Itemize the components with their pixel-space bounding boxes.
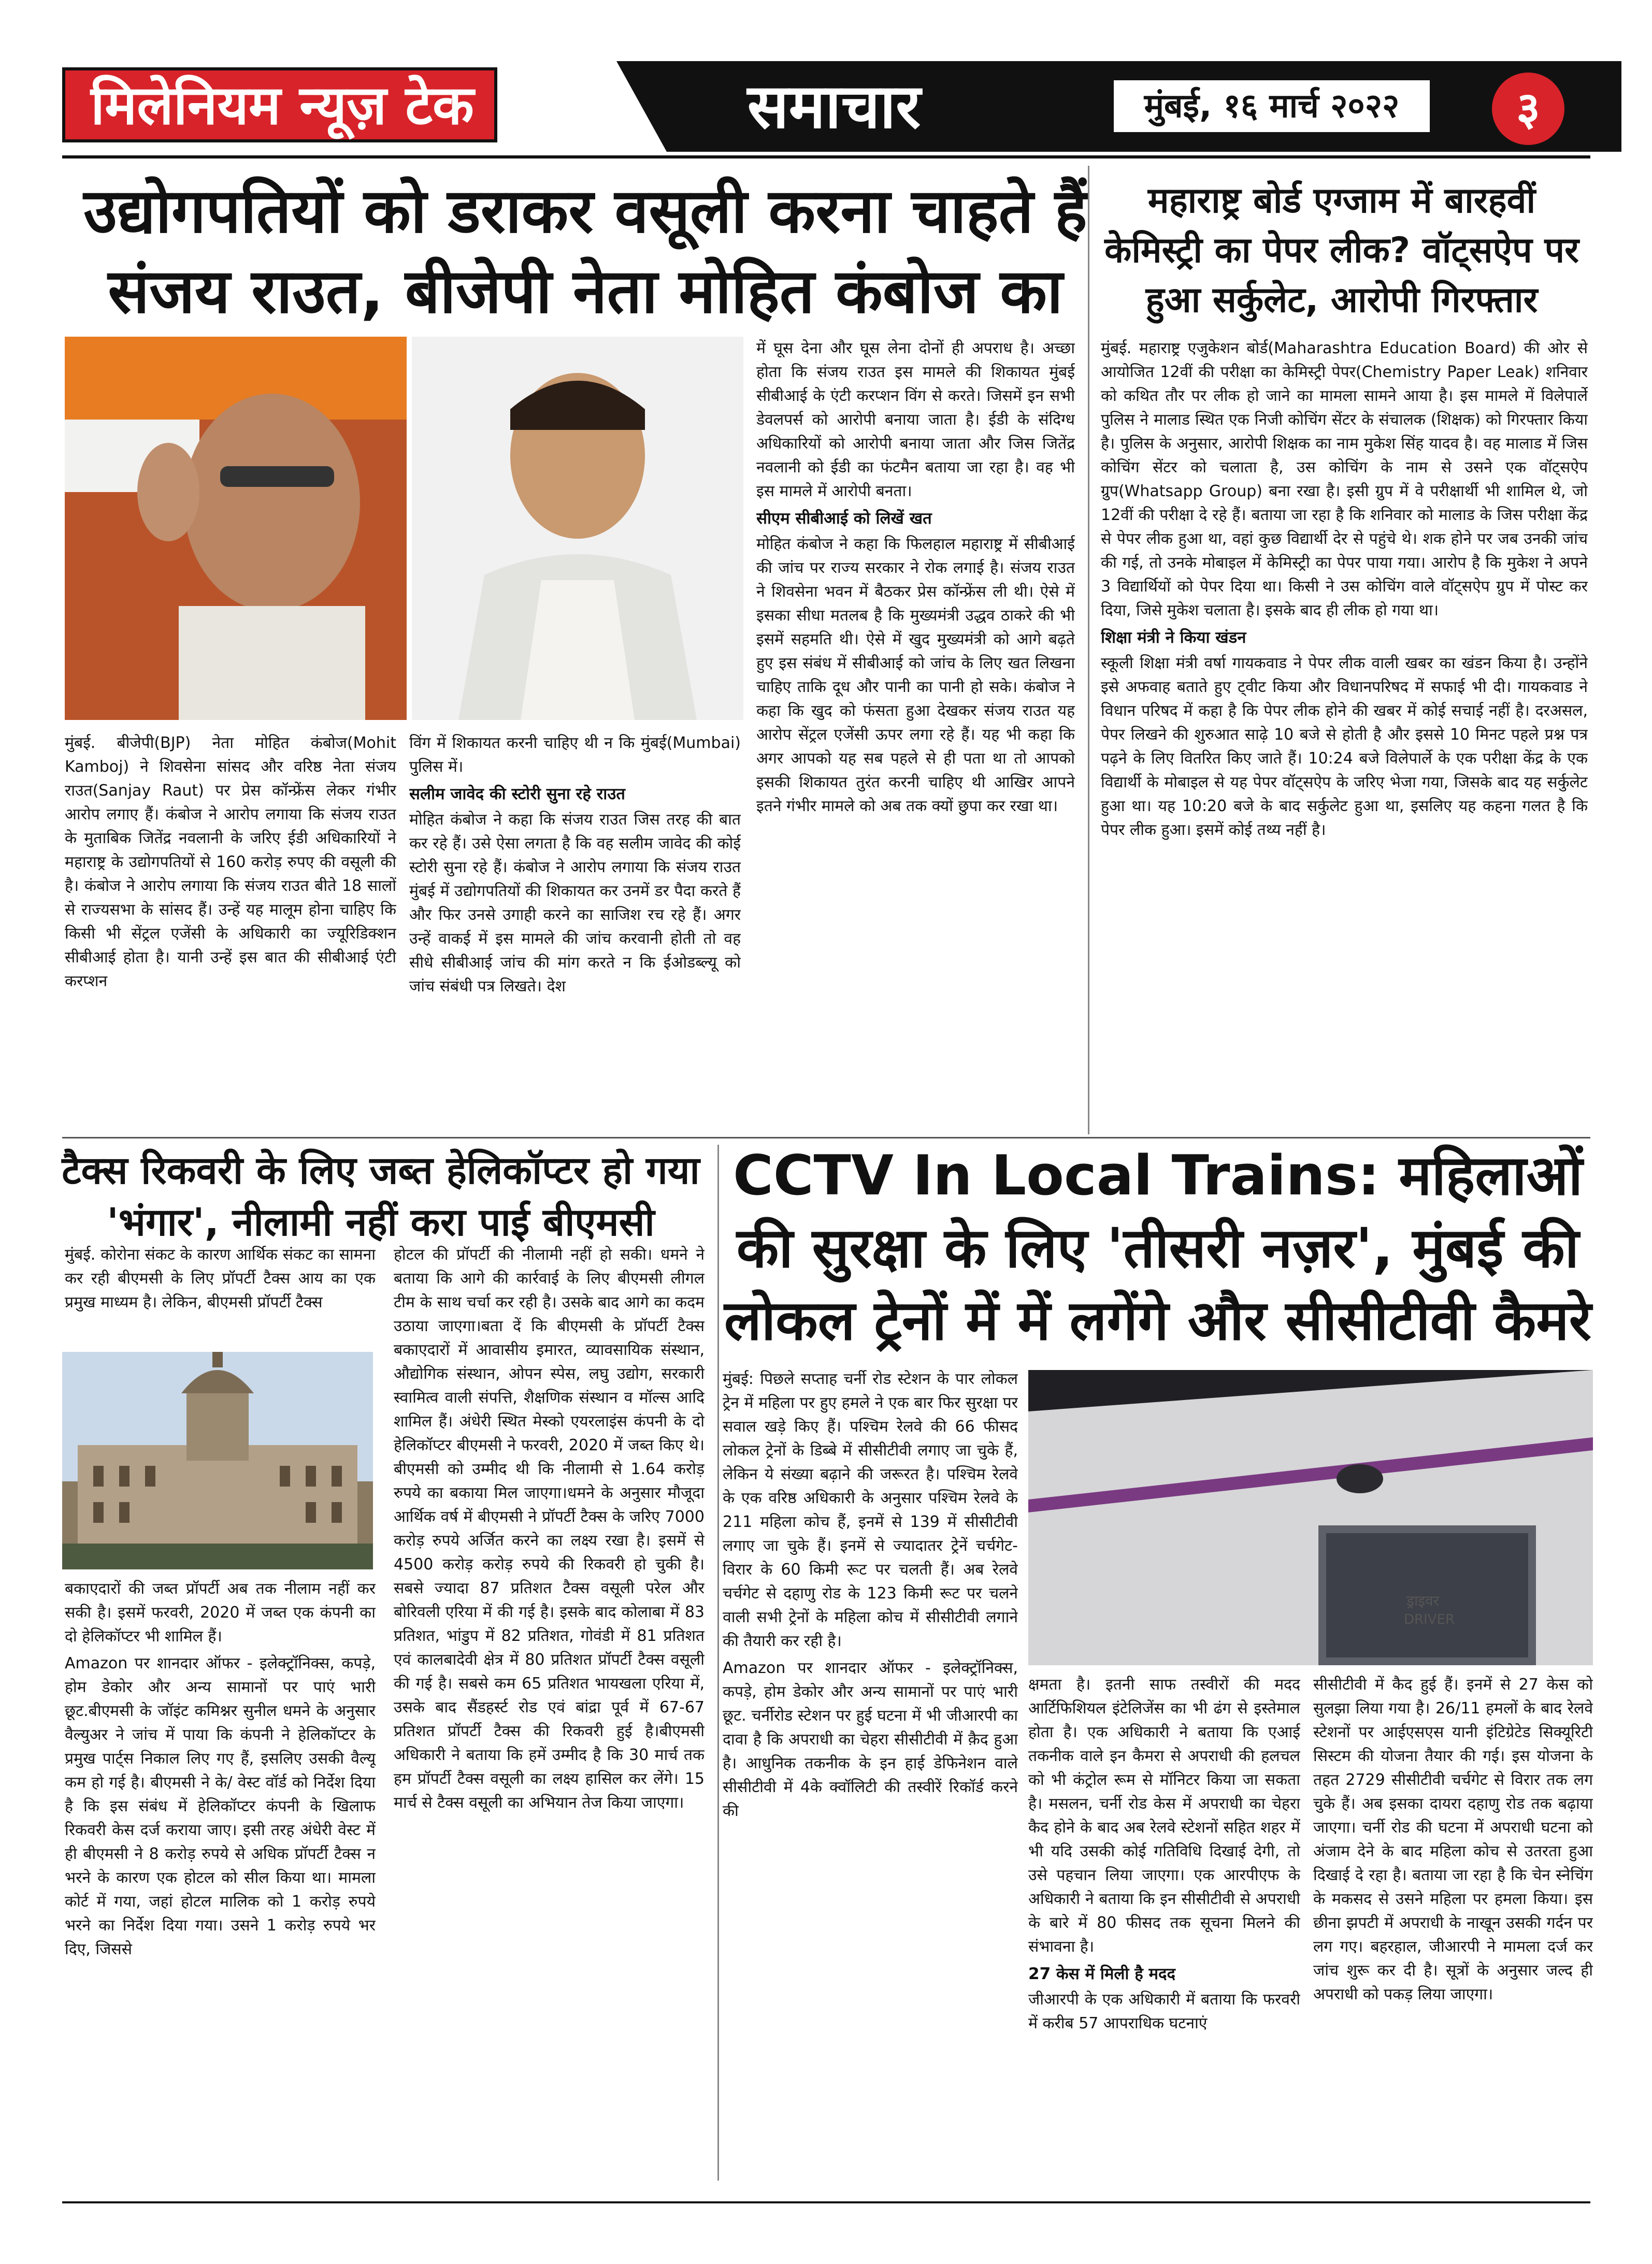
story3-paragraph: बकाएदारों की जब्त प्रॉपर्टी अब तक नीलाम नहीं कर सकी है। इसमें फरवरी, 2020 में जब्त एक कंपनी का दो हेलिकॉप्टर भी शामिल हैं। (65, 1580, 376, 1646)
story3-paragraph: मुंबई. कोरोना संकट के कारण आर्थिक संकट का सामना कर रही बीएमसी के लिए प्रॉपर्टी टैक्स आय का एक प्रमुख माध्यम है। लेकिन, बीएमसी प्रॉपर्टी टैक्स (65, 1246, 376, 1311)
story1-paragraph: मोहित कंबोज ने कहा कि संजय राउत जिस तरह की बात कर रहे हैं। उसे ऐसा लगता है कि वह सलीम जावेद की कोई स्टोरी सुना रहे हैं। कंबोज ने आरोप लगाया कि संजय राउत मुंबई में उद्योगपतियों की शिकायत कर उनमें डर पैदा करते हैं और फिर उनसे उगाही करने का साजिश रच रहे हैं। अगर उन्हें वाकई में इस मामले की जांच करवानी होती तो वह सीधे सीबीआई जांच की मांग करते न कि ईओडब्ल्यू को जांच संबंधी पत्र लिखते। देश (409, 811, 741, 996)
story3-paragraph: होटल की प्रॉपर्टी की नीलामी नहीं हो सकी। धमने ने बताया कि आगे की कार्रवाई के लिए बीएमसी लीगल टीम के साथ चर्चा कर रही है। उसके बाद आगे का कदम उठाया जाएगा।बता दें कि बीएमसी के प्रॉपर्टी टैक्स बकाएदारों में आवासीय इमारत, व्यावसायिक संस्थान, औद्योगिक संस्थान, ओपन स्पेस, लघु उद्योग, सरकारी स्वामित्व वाली संपत्ति, शैक्षणिक संस्थान व मॉल्स आदि शामिल हैं। अंधेरी स्थित मेस्को एयरलाइंस कंपनी के दो हेलिकॉप्टर बीएमसी ने फरवरी, 2020 में जब्त किए थे। बीएमसी को उम्मीद थी कि नीलामी से 1.64 करोड़ रुपये का बकाया मिल जाएगा।धमने के अनुसार मौजूदा आर्थिक वर्ष में बीएमसी ने प्रॉपर्टी टैक्स के जरिए 7000 करोड़ रुपये अर्जित करने का लक्ष्य रखा है। इसमें से 4500 करोड़ करोड़ रुपये की रिकवरी हो चुकी है। सबसे ज्यादा 87 प्रतिशत टैक्स वसूली परेल और बोरिवली एरिया में की गई है। इसके बाद कोलाबा में 83 प्रतिशत, भांडुप में 82 प्रतिशत, गोवंडी में 81 प्रतिशत एवं कालबादेवी क्षेत्र में 80 प्रतिशत प्रॉपर्टी टैक्स वसूली की गई है। सबसे कम 65 प्रतिशत भायखला एरिया में, उसके बाद सैंडहर्स्ट रोड एवं बांद्रा पूर्व में 67-67 प्रतिशत प्रॉपर्टी टैक्स की रिकवरी हुई है।बीएमसी अधिकारी ने बताया कि हमें उम्मीद है कि 30 मार्च तक हम प्रॉपर्टी टैक्स वसूली का लक्ष्य हासिल कर लेंगे। 15 मार्च से टैक्स वसूली का अभियान तेज किया जाएगा। (394, 1246, 705, 1812)
story1-paragraph: विंग में शिकायत करनी चाहिए थी न कि मुंबई(Mumbai) पुलिस में। (409, 734, 741, 776)
story1-column-2 (409, 731, 741, 1135)
newspaper-name: मिलेनियम न्यूज़ टेक (91, 74, 474, 137)
story4-subheading: 27 केस में मिली है मदद (1028, 1965, 1175, 1983)
story1-subheading: सीएम सीबीआई को लिखें खत (756, 509, 932, 528)
page-number: ३ (1492, 73, 1564, 145)
column-divider (717, 1145, 719, 2181)
story3-column-2 (394, 1243, 705, 2178)
edition-date: मुंबई, १६ मार्च २०२२ (1111, 78, 1432, 135)
story1-column-3 (756, 337, 1075, 1134)
column-divider (1088, 166, 1089, 1134)
story1-column-1 (65, 731, 396, 1135)
story2-paragraph: मुंबई. महाराष्ट्र एजुकेशन बोर्ड(Maharashtra Education Board) की ओर से आयोजित 12वीं की परीक्षा का केमिस्ट्री पेपर(Chemistry Paper Leak) शनिवार को कथित तौर पर लीक हो जाने का मामला सामने आया है। इस मामले में विलेपार्ले पुलिस ने मालाड स्थित एक निजी कोचिंग सेंटर के संचालक (शिक्षक) को गिरफ्तार किया है। पुलिस के अनुसार, आरोपी शिक्षक का नाम मुकेश सिंह यादव है। वह मालाड में जिस कोचिंग सेंटर को चलाता है, उस कोचिंग के नाम से उसने एक वॉट्सऐप ग्रुप(Whatsapp Group) बना रखा है। इसी ग्रुप में वे परीक्षार्थी भी शामिल थे, जो 12वीं की परीक्षा दे रहे हैं। बताया जा रहा है कि शनिवार को मालाड के जिस परीक्षा केंद्र से पेपर लीक हुआ था, वहां कुछ विद्यार्थी देर से पहुंचे थे। शक होने पर जब उनकी जांच की गई, तो उनके मोबाइल में केमिस्ट्री का पेपर पाया गया। आरोप है कि मुकेश ने अपने 3 विद्यार्थियों को पेपर दिया था। किसी ने उस कोचिंग वाले वॉट्सऐप ग्रुप में पोस्ट कर दिया, जिसे मुकेश चलाता है। इसके बाद ही लीक हो गया था। (1101, 339, 1588, 619)
photo-sanjay-raut (65, 337, 407, 720)
story4-column-2 (1028, 1673, 1300, 2178)
story4-paragraph: जीआरपी के एक अधिकारी में बताया कि फरवरी में करीब 57 आपराधिक घटनाएं (1028, 1991, 1300, 2032)
story4-column-1 (723, 1367, 1018, 2178)
story4-paragraph: क्षमता है। इतनी साफ तस्वीरों की मदद आर्टिफिशियल इंटेलिजेंस का भी ढंग से इस्तेमाल होता है। एक अधिकारी ने बताया कि एआई तकनीक वाले इन कैमरा से अपराधी की हलचल को भी कंट्रोल रूम से मॉनिटर किया जा सकता है। मसलन, चर्नी रोड केस में अपराधी का चेहरा कैद होने के बाद अब रेलवे स्टेशनों सहित शहर में भी यदि उसकी कोई गतिविधि दिखाई देगी, तो उसे पहचान लिया जाएगा। एक आरपीएफ के अधिकारी ने बताया कि इन सीसीटीवी से अपराधी के बारे में 80 फीसद तक सूचना मिलने की संभावना है। (1028, 1676, 1300, 1956)
photo-mohit-kamboj (412, 337, 743, 720)
story1-subheading: सलीम जावेद की स्टोरी सुना रहे राउत (409, 785, 625, 803)
photo-bmc-building (62, 1352, 373, 1569)
story1-headline: उद्योगपतियों को डराकर वसूली करना चाहते हैं संजय राउत, बीजेपी नेता मोहित कंबोज का (83, 175, 1087, 327)
story3-column-1-bottom (65, 1577, 376, 2178)
masthead-rule (62, 155, 1590, 158)
story1-paragraph: में घूस देना और घूस लेना दोनों ही अपराध है। अच्छा होता कि संजय राउत इस मामले की शिकायत मुंबई सीबीआई के एंटी करप्शन विंग से करते। जिसमें इन सभी डेवलपर्स को आरोपी बनाया जाता है। ईडी के संदिग्ध अधिकारियों को आरोपी बनाया जाता और जिस जितेंद्र नवलानी को ईडी का फंटमैन बताया जा रहा है। वह भी इस मामले में आरोपी बनता। (756, 339, 1075, 500)
story2-paragraph: स्कूली शिक्षा मंत्री वर्षा गायकवाड ने पेपर लीक वाली खबर का खंडन किया है। उन्होंने इसे अफवाह बताते हुए ट्वीट किया और विधानपरिषद में सफाई भी दी। गायकवाड ने विधान परिषद में कहा है कि पेपर लीक होने की खबर में कोई सचाई नहीं है। दरअसल, पेपर लिखने की शुरुआत साढ़े 10 बजे से होती है और इससे 10 मिनट पहले प्रश्न पत्र पढ़ने के लिए वितरित किए जाते हैं। 10:24 बजे विलेपार्ले के एक परीक्षा केंद्र के एक विद्यार्थी के मोबाइल से यह पेपर वॉट्सऐप के जरिए भेजा गया, जिसके बाद यह सर्कुलेट हुआ था। यह 10:20 बजे के बाद सर्कुलेट हुआ था, इसलिए यह कहना गलत है कि पेपर लीक हुआ। इसमें कोई तथ्य नहीं है। (1101, 654, 1588, 839)
story4-column-3 (1313, 1673, 1593, 2178)
train-label-hindi: ड्राइवर (1406, 1592, 1440, 1609)
section-title: समाचार (747, 70, 921, 142)
story4-paragraph: Amazon पर शानदार ऑफर - इलेक्ट्रॉनिक्स, कपड़े, होम डेकोर और अन्य सामानों पर पाएं भारी छूट. चर्नीरोड स्टेशन पर हुई घटना में भी जीआरपी का दावा है कि अपराधी का चेहरा सीसीटीवी में क़ैद हुआ है। आधुनिक तकनीक के इन हाई डेफिनेशन वाले सीसीटीवी में 4के क्वॉलिटी की तस्वीरें रिकॉर्ड करने की (723, 1659, 1018, 1820)
story4-paragraph: मुंबई: पिछले सप्ताह चर्नी रोड स्टेशन के पार लोकल ट्रेन में महिला पर हुए हमले ने एक बार फिर सुरक्षा पर सवाल खड़े किए हैं। पश्चिम रेलवे की 66 फीसद लोकल ट्रेनों के डिब्बे में सीसीटीवी लगाए जा चुके हैं, लेकिन ये संख्या बढ़ाने की जरूरत है। पश्चिम रेलवे के एक वरिष्ठ अधिकारी के अनुसार पश्चिम रेलवे के 211 महिला कोच हैं, इनमें से 139 में सीसीटीवी लगाए जा चुके हैं। इनमें से ज्यादातर ट्रेनें चर्चगेट-विरार के 60 किमी रूट पर चलती हैं। अब रेलवे चर्चगेट से दहाणु रोड के 123 किमी रूट पर चलने वाली सभी ट्रेनों के महिला कोच में सीसीटीवी लगाने की तैयारी कर रही है। (723, 1370, 1018, 1650)
story2-body (1101, 337, 1588, 1134)
train-label-english: DRIVER (1404, 1612, 1455, 1627)
photo-local-train (1028, 1370, 1593, 1665)
story3-column-1-top (65, 1243, 376, 1347)
story1-paragraph: मुंबई. बीजेपी(BJP) नेता मोहित कंबोज(Mohit Kamboj) ने शिवसेना सांसद और वरिष्ठ नेता संजय राउत(Sanjay Raut) पर प्रेस कॉन्फ्रेंस लेकर गंभीर आरोप लगाए हैं। कंबोज ने आरोप लगाया कि संजय राउत के मुताबिक जितेंद्र नवलानी के जरिए ईडी अधिकारियों ने महाराष्ट्र के उद्योगपतियों से 160 करोड़ रुपए की वसूली की है। कंबोज ने आरोप लगाया कि संजय राउत बीते 18 सालों से राज्यसभा के सांसद हैं। उन्हें यह मालूम होना चाहिए कि किसी भी सेंट्रल एजेंसी के अधिकारी का ज्यूरिडिक्शन सीबीआई होता है। यानी उन्हें इस बात की सीबीआई एंटी करप्शन (65, 734, 396, 990)
story4-paragraph: सीसीटीवी में कैद हुई हैं। इनमें से 27 केस को सुलझा लिया गया है। 26/11 हमलों के बाद रेलवे स्टेशनों पर आईएसएस यानी इंटिग्रेटेड सिक्यूरिटी सिस्टम की योजना तैयार की गई। इस योजना के तहत 2729 सीसीटीवी चर्चगेट से विरार तक लग चुके हैं। अब इसका दायरा दहाणु रोड तक बढ़ाया जाएगा। चर्नी रोड की घटना में अपराधी घटना को अंजाम देने के बाद महिला कोच से उतरता हुआ दिखाई दे रहा है। बताया जा रहा है कि चेन स्नेचिंग के मकसद से उसने महिला पर हमला किया। इस छीना झपटी में अपराधी के नाखून उसकी गर्दन पर लग गए। बहरहाल, जीआरपी ने मामला दर्ज कर जांच शुरू कर दी है। सूत्रों के अनुसार जल्द ही अपराधी को पकड़ लिया जाएगा। (1313, 1676, 1593, 2003)
story2-subheading: शिक्षा मंत्री ने किया खंडन (1101, 628, 1246, 647)
story4-headline: CCTV In Local Trains: महिलाओं की सुरक्षा के लिए 'तीसरी नज़र', मुंबई की लोकल ट्रेनों में में लगेंगे और सीसीटीवी कैमरे (724, 1144, 1592, 1352)
story2-headline: महाराष्ट्र बोर्ड एग्जाम में बारहवीं केमिस्ट्री का पेपर लीक? वॉट्सऐप पर हुआ सर्कुलेट, आरोपी गिरफ्तार (1104, 180, 1579, 321)
section-divider (62, 1137, 1590, 1138)
story3-paragraph: Amazon पर शानदार ऑफर - इलेक्ट्रॉनिक्स, कपड़े, होम डेकोर और अन्य सामानों पर पाएं भारी छूट.बीएमसी के जॉइंट कमिश्नर सुनील धमने के अनुसार वैल्युअर ने जांच में पाया कि कंपनी ने हेलिकॉप्टर के प्रमुख पार्ट्स निकाल लिए गए हैं, इसलिए उसकी वैल्यू कम हो गई है। बीएमसी ने के/ वेस्ट वॉर्ड को निर्देश दिया है कि इस संबंध में हेलिकॉप्टर कंपनी के खिलाफ रिकवरी केस दर्ज कराया जाए। इसी तरह अंधेरी वेस्ट में ही बीएमसी ने 8 करोड़ रुपये से अधिक प्रॉपर्टी टैक्स न भरने के कारण एक होटल को सील किया था। मामला कोर्ट में गया, जहां होटल मालिक को 1 करोड़ रुपये भरने का निर्देश दिया गया। उसने 1 करोड़ रुपये भर दिए, जिससे (65, 1654, 376, 1958)
story1-paragraph: मोहित कंबोज ने कहा कि फिलहाल महाराष्ट्र में सीबीआई की जांच पर राज्य सरकार ने रोक लगाई है। संजय राउत ने शिवसेना भवन में बैठकर प्रेस कॉन्फ्रेंस ली थी। ऐसे में इसका सीधा मतलब है कि मुख्यमंत्री उद्धव ठाकरे की भी इसमें सहमति थी। ऐसे में खुद मुख्यमंत्री को आगे बढ़ते हुए इस संबंध में सीबीआई को जांच के लिए खत लिखना चाहिए ताकि दूध और पानी का पानी हो सके। कंबोज ने कहा कि खुद को फंसता हुआ देखकर संजय राउत यह आरोप सेंट्रल एजेंसी ऊपर लगा रहे हैं। यह भी कहा कि अगर आपको यह सब पहले से ही पता था तो आपको इसकी शिकायत तुरंत करनी चाहिए थी आखिर आपने इतने गंभीर मामले को अब तक क्यों छुपा कर रखा था। (756, 535, 1075, 815)
footer-rule (62, 2201, 1590, 2203)
story3-headline: टैक्स रिकवरी के लिए जब्त हेलिकॉप्टर हो गया 'भंगार', नीलामी नहीं करा पाई बीएमसी (62, 1148, 700, 1245)
